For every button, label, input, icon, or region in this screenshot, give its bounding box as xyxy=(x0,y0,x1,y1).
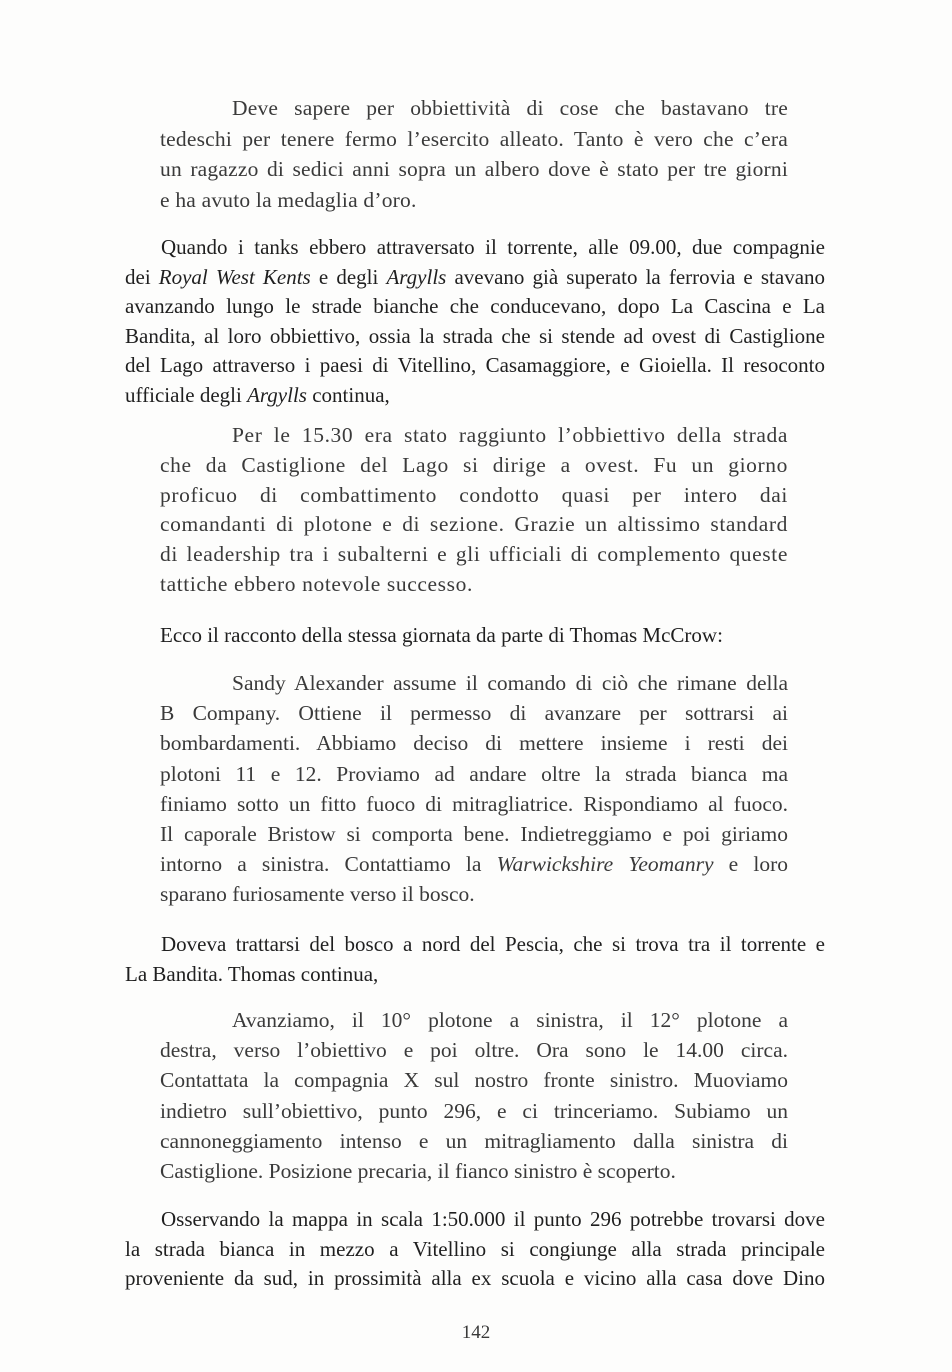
quote-line: Il caporale Bristow si comporta bene. Indietreggiamo e poi giriamo xyxy=(160,822,788,847)
quote-line: tattiche ebbero notevole successo. xyxy=(160,571,473,596)
paragraph-line: Quando i tanks ebbero attraversato il torrente, alle 09.00, due compagnie xyxy=(161,235,825,259)
paragraph-line: Doveva trattarsi del bosco a nord del Pescia, che si trova tra il torrente e xyxy=(161,932,825,956)
quote-line: bombardamenti. Abbiamo deciso di mettere insieme i resti dei xyxy=(160,731,788,756)
italic-unit-name: Warwickshire Yeomanry xyxy=(496,852,714,877)
page-number: 142 xyxy=(461,1322,491,1343)
paragraph-line: del Lago attraverso i paesi di Vitellino, Casamaggiore, e Gioiella. Il resoconto xyxy=(125,353,825,378)
paragraph-line xyxy=(125,381,825,411)
quote-line: tedeschi per tenere fermo l’esercito alleato. Tanto è vero che c’era xyxy=(160,126,788,151)
paragraph-line xyxy=(125,263,825,293)
paragraph-line: Ecco il racconto della stessa giornata da parte di Thomas McCrow: xyxy=(160,623,723,647)
quote-line: comandanti di plotone e di sezione. Grazie un altissimo standard xyxy=(160,512,788,537)
paragraph-2 xyxy=(160,620,800,650)
paragraph-line: La Bandita. Thomas continua, xyxy=(125,961,379,986)
paragraph-line: Osservando la mappa in scala 1:50.000 il punto 296 potrebbe trovarsi dove xyxy=(161,1207,825,1231)
quote-line: Avanziamo, il 10° plotone a sinistra, il 12° plotone a xyxy=(232,1008,788,1032)
text-run: continua, xyxy=(306,382,390,407)
text-run: e loro xyxy=(713,852,788,877)
text-run: ufficiale degli xyxy=(125,382,248,407)
paragraph-line: proveniente da sud, in prossimità alla ex scuola e vicino alla casa dove Dino xyxy=(125,1266,825,1291)
paragraph-line: avanzando lungo le strade bianche che conducevano, dopo La Cascina e La xyxy=(125,294,825,319)
quote-line: Deve sapere per obbiettività di cose che bastavano tre xyxy=(232,96,788,120)
quote-line: B Company. Ottiene il permesso di avanzare per sottrarsi ai xyxy=(160,701,788,726)
quote-line: Per le 15.30 era stato raggiunto l’obbiettivo della strada xyxy=(232,423,788,447)
quote-line: Contattata la compagnia X sul nostro fronte sinistro. Muoviamo xyxy=(160,1068,788,1093)
quote-line xyxy=(160,849,788,879)
quote-line: destra, verso l’obiettivo e poi oltre. Ora sono le 14.00 circa. xyxy=(160,1038,788,1063)
italic-unit-name: Argylls xyxy=(386,264,447,289)
quote-line: e ha avuto la medaglia d’oro. xyxy=(160,187,417,212)
paragraph-line: la strada bianca in mezzo a Vitellino si congiunge alla strada principale xyxy=(125,1236,825,1261)
italic-unit-name: Argylls xyxy=(247,382,307,407)
quote-block-4 xyxy=(160,1005,788,1186)
quote-line: di leadership tra i subalterni e gli ufficiali di complemento queste xyxy=(160,542,788,567)
quote-block-3 xyxy=(160,668,788,910)
text-run: e degli xyxy=(310,264,387,289)
quote-line: Sandy Alexander assume il comando di ciò che rimane della xyxy=(232,671,788,695)
quote-line: plotoni 11 e 12. Proviamo ad andare oltre la strada bianca ma xyxy=(160,761,788,786)
quote-line: indietro sull’obiettivo, punto 296, e ci trinceriamo. Subiamo un xyxy=(160,1098,788,1123)
quote-line: finiamo sotto un fitto fuoco di mitragliatrice. Rispondiamo al fuoco. xyxy=(160,791,788,816)
text-run: avevano già superato la ferrovia e stavano xyxy=(446,264,826,289)
paragraph-line: Bandita, al loro obbiettivo, ossia la strada che si stende ad ovest di Castiglione xyxy=(125,323,825,348)
paragraph-1 xyxy=(125,233,825,411)
quote-line: Castiglione. Posizione precaria, il fianco sinistro è scoperto. xyxy=(160,1159,676,1184)
quote-line: sparano furiosamente verso il bosco. xyxy=(160,882,475,907)
text-run: dei xyxy=(125,264,159,289)
paragraph-4 xyxy=(125,1205,825,1294)
italic-unit-name: Royal West Kents xyxy=(158,264,311,289)
quote-block-2 xyxy=(160,421,788,600)
text-run: intorno a sinistra. Contattiamo la xyxy=(160,852,497,877)
quote-line: proficuo di combattimento condotto quasi per intero dai xyxy=(160,482,788,507)
quote-line: cannoneggiamento intenso e un mitragliamento dalla sinistra di xyxy=(160,1128,788,1153)
quote-line: un ragazzo di sedici anni sopra un albero dove è stato per tre giorni xyxy=(160,157,788,181)
quote-line: che da Castiglione del Lago si dirige a ovest. Fu un giorno xyxy=(160,452,788,477)
paragraph-3 xyxy=(125,930,825,989)
quote-block-1 xyxy=(160,93,788,215)
